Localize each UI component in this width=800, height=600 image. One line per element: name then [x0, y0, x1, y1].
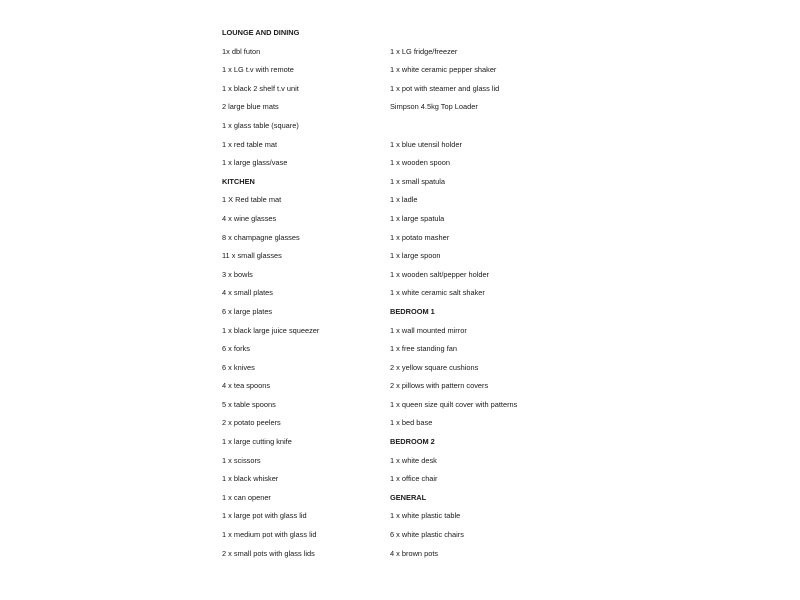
inventory-item: 1 X Red table mat	[222, 195, 282, 205]
inventory-item: 1 x white plastic table	[390, 511, 461, 521]
inventory-item: 1 x wall mounted mirror	[390, 325, 467, 335]
inventory-item: 1 x black whisker	[222, 474, 279, 484]
inventory-item: 1 x glass table (square)	[222, 120, 299, 130]
inventory-item: 4 x wine glasses	[222, 213, 277, 223]
inventory-item: 1 x large glass/vase	[222, 158, 288, 168]
inventory-item: 1 x LG t.v with remote	[222, 65, 294, 75]
inventory-item: 1 x large pot with glass lid	[222, 511, 307, 521]
inventory-item: 8 x champagne glasses	[222, 232, 300, 242]
blank-line	[390, 117, 590, 136]
inventory-item: 4 x small plates	[222, 288, 273, 298]
inventory-item: 2 x small pots with glass lids	[222, 548, 315, 558]
inventory-item: 11 x small glasses	[222, 251, 282, 261]
inventory-item: 1 x LG fridge/freezer	[390, 46, 458, 56]
inventory-item: 1 x large spatula	[390, 213, 445, 223]
inventory-item: 1 x wooden salt/pepper holder	[390, 269, 490, 279]
section-heading: LOUNGE AND DINING	[222, 28, 300, 37]
inventory-item: 1 x black 2 shelf t.v unit	[222, 83, 299, 93]
inventory-item: Simpson 4.5kg Top Loader	[390, 102, 478, 112]
inventory-item: 2 large blue mats	[222, 102, 279, 112]
inventory-item: 1 x red table mat	[222, 139, 278, 149]
left-column	[222, 24, 382, 563]
inventory-item: 1 x office chair	[390, 474, 438, 484]
inventory-item: 2 x potato peelers	[222, 418, 281, 428]
inventory-item: 4 x brown pots	[390, 548, 439, 558]
inventory-item: 1 x queen size quilt cover with patterns	[390, 399, 518, 409]
inventory-item: 1 x small spatula	[390, 176, 446, 186]
inventory-item: 1 x black large juice squeezer	[222, 325, 320, 335]
inventory-item: 1 x white ceramic salt shaker	[390, 288, 485, 298]
inventory-item: 1 x scissors	[222, 455, 261, 465]
section-heading: KITCHEN	[222, 176, 255, 186]
inventory-item: 1 x large spoon	[390, 251, 441, 261]
blank-line	[390, 24, 590, 43]
inventory-item: 1 x bed base	[390, 418, 433, 428]
right-column	[390, 24, 590, 563]
inventory-item: 2 x yellow square cushions	[390, 362, 479, 372]
inventory-item: 1 x white ceramic pepper shaker	[390, 65, 497, 75]
inventory-item: 1 x pot with steamer and glass lid	[390, 83, 500, 93]
inventory-item: 4 x tea spoons	[222, 381, 271, 391]
section-heading: GENERAL	[390, 492, 427, 502]
inventory-item: 1 x ladle	[390, 195, 418, 205]
inventory-item: 3 x bowls	[222, 269, 253, 279]
inventory-item: 6 x white plastic chairs	[390, 530, 464, 540]
inventory-item: 5 x table spoons	[222, 399, 276, 409]
inventory-item: 6 x knives	[222, 362, 255, 372]
inventory-item: 1 x medium pot with glass lid	[222, 530, 317, 540]
inventory-item: 6 x large plates	[222, 306, 273, 316]
inventory-item: 6 x forks	[222, 344, 250, 354]
section-heading: BEDROOM 1	[390, 306, 435, 316]
inventory-item: 1 x large cutting knife	[222, 437, 292, 447]
inventory-item: 1 x potato masher	[390, 232, 450, 242]
inventory-item: 2 x pillows with pattern covers	[390, 381, 489, 391]
inventory-item: 1 x wooden spoon	[390, 158, 450, 168]
inventory-item: 1 x free standing fan	[390, 344, 457, 354]
inventory-item: 1 x blue utensil holder	[390, 139, 462, 149]
section-heading: BEDROOM 2	[390, 437, 435, 447]
inventory-item: 1 x can opener	[222, 492, 271, 502]
inventory-item: 1x dbl futon	[222, 46, 261, 56]
inventory-item: 1 x white desk	[390, 455, 437, 465]
